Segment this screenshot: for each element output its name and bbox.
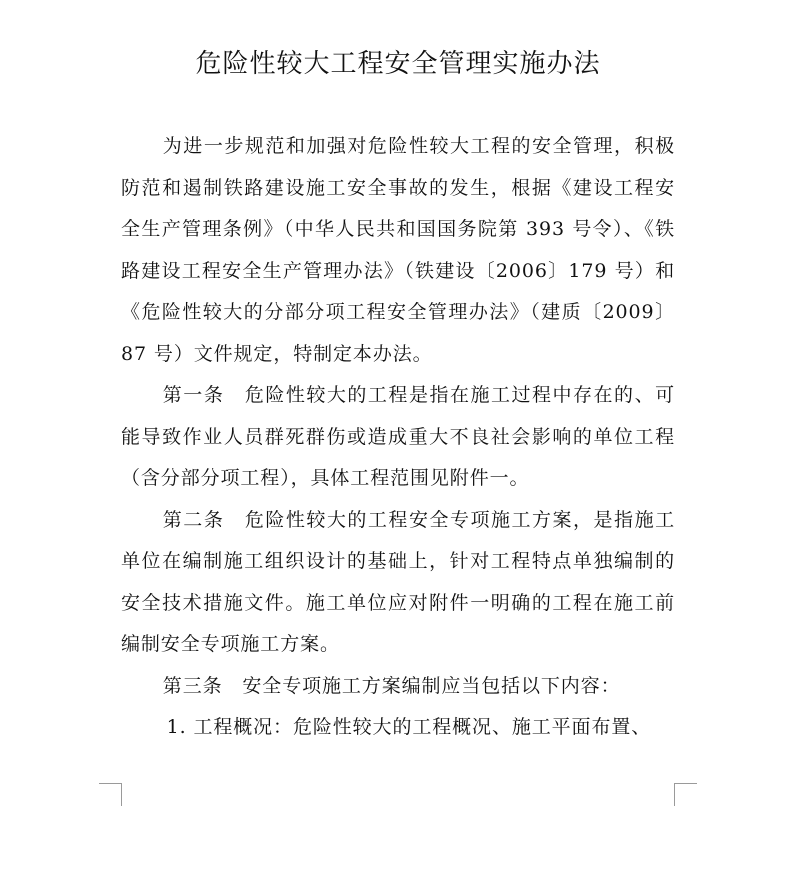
intro-paragraph: 为进一步规范和加强对危险性较大工程的安全管理，积极防范和遏制铁路建设施工安全事故的发生，根据《建设工程安全生产管理条例》（中华人民共和国国务院第 393 号令）、《铁路建设工程安全生产管理办法》（铁建设〔2006〕179 号）和《危险性较大的分部分项工程安全管理办法》（建质〔2009〕87 号）文件规定，特制定本办法。 <box>121 135 675 365</box>
article-2-paragraph: 第二条 危险性较大的工程安全专项施工方案，是指施工单位在编制施工组织设计的基础上，针对工程特点单独编制的安全技术措施文件。施工单位应对附件一明确的工程在施工前编制安全专项施工方案。 <box>121 508 675 655</box>
article-1-paragraph: 第一条 危险性较大的工程是指在施工过程中存在的、可能导致作业人员群死群伤或造成重大不良社会影响的单位工程（含分部分项工程），具体工程范围见附件一。 <box>121 384 675 489</box>
document-title: 危险性较大工程安全管理实施办法 <box>195 49 601 79</box>
page-margin-corner-right-icon <box>674 783 697 806</box>
document-body <box>121 126 675 749</box>
list-item-1: 1. 工程概况：危险性较大的工程概况、施工平面布置、 <box>166 716 652 738</box>
article-3-paragraph: 第三条 安全专项施工方案编制应当包括以下内容： <box>162 674 621 697</box>
page-margin-corner-left-icon <box>99 783 122 806</box>
